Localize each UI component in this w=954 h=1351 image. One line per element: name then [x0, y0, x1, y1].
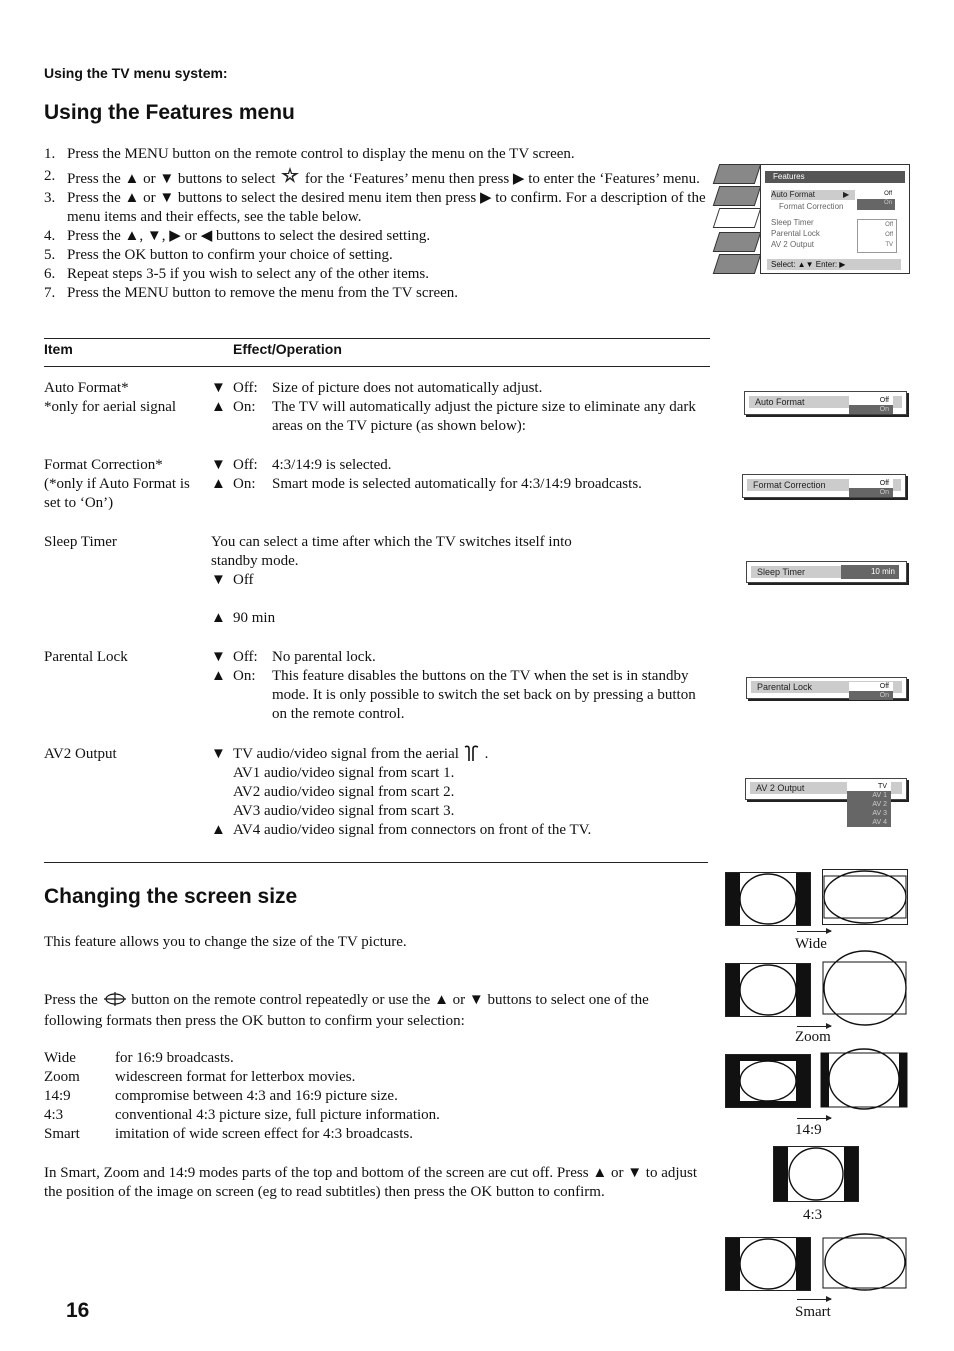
table-header-rule [44, 366, 710, 367]
col-effect: Effect/Operation [233, 341, 342, 357]
mini-menu-parental-lock: Parental Lock Off On [746, 677, 907, 699]
effect-auto-format: ▼ Off: Size of picture does not automatically adjust. ▲ On: The TV will automatically adjust the picture size to eliminate any dark areas on the TV picture (as shown below): [211, 380, 696, 434]
figure-label-zoom: Zoom [795, 1029, 831, 1045]
mini-menu-av2-output: AV 2 Output TV AV 1 AV 2 AV 3 AV 4 [745, 778, 907, 800]
mini-menu-sleep-timer: Sleep Timer 10 min [746, 561, 907, 583]
format-row-4-3: 4:3 conventional 4:3 picture size, full picture information. [44, 1107, 440, 1123]
item-auto-format: Auto Format* *only for aerial signal [44, 380, 177, 415]
features-panel [760, 164, 910, 274]
auto-format-options: Off On [857, 190, 895, 210]
item-parental-lock: Parental Lock [44, 649, 128, 665]
step-item: 7. Press the MENU button to remove the menu from the TV screen. [44, 285, 459, 301]
step-item: 1. Press the MENU button on the remote control to display the menu on the TV screen. [44, 146, 575, 162]
mini-menu-format-correction: Format Correction Off On [742, 474, 906, 498]
effect-av2-output: ▼ TV audio/video signal from the aerial . AV1 audio/video signal from scart 1. AV2 audio/video signal from scart 2. AV3 audio/video signal from scart 3. ▲ AV4 audio/video signal from connectors on front of the TV. [211, 746, 592, 838]
format-row-14-9: 14:9 compromise between 4:3 and 16:9 picture size. [44, 1088, 398, 1104]
menu-item-av2-output: AV 2 Output [771, 240, 814, 249]
features-menu-illustration [716, 162, 910, 274]
press-paragraph: Press the button on the remote control repeatedly or use the ▲ or ▼ buttons to select one of the following formats then press the OK button to confirm your selection: [44, 992, 649, 1029]
effect-sleep-timer: You can select a time after which the TV switches itself into standby mode. ▼ Off ▲ 90 min [211, 534, 572, 626]
page-number: 16 [66, 1299, 90, 1322]
section-label: Using the TV menu system: [44, 65, 228, 81]
menu-item-auto-format: Auto Format [771, 190, 855, 200]
screen-format-button-icon [102, 992, 128, 1012]
wide-after-figure [822, 869, 908, 925]
mini-menu-auto-format: Auto Format Off On [744, 391, 907, 415]
features-footer: Select: ▲▼ Enter: ▶ [767, 259, 901, 270]
features-menu-icon [713, 208, 761, 228]
figure-label-14-9: 14:9 [795, 1122, 822, 1138]
features-values: Off Off TV [857, 219, 897, 253]
table-bottom-rule [44, 862, 708, 863]
table-top-rule [44, 338, 710, 339]
title-features: Using the Features menu [44, 101, 295, 124]
step-item: 6. Repeat steps 3-5 if you wish to select any of the other items. [44, 266, 429, 282]
auto-format-arrow: ▶ [843, 190, 850, 199]
14-9-arrow-icon [797, 1118, 831, 1119]
col-item: Item [44, 341, 73, 357]
format-row-smart: Smart imitation of wide screen effect for 4:3 broadcasts. [44, 1126, 413, 1142]
step-item: 4. Press the ▲, ▼, ▶ or ◀ buttons to select the desired setting. [44, 228, 431, 244]
figure-label-4-3: 4:3 [803, 1207, 823, 1223]
zoom-arrow-icon [797, 1026, 831, 1027]
item-sleep-timer: Sleep Timer [44, 534, 117, 550]
14-9-before-figure [725, 1054, 811, 1108]
figure-label-smart: Smart [795, 1304, 831, 1320]
formats-list [44, 1049, 704, 1144]
effect-parental-lock: ▼ Off: No parental lock. ▲ On: This feature disables the buttons on the TV when the set is in standby mode. It is only possible to switch the set back on by pressing a button on the remote control. [211, 649, 696, 722]
zoom-before-figure [725, 963, 811, 1017]
menu-item-format-correction: Format Correction [779, 202, 844, 211]
14-9-after-figure [819, 1047, 909, 1111]
sleep-timer-value: 10 min [841, 565, 899, 579]
format-row-zoom: Zoom widescreen format for letterbox movies. [44, 1069, 356, 1085]
features-star-icon [279, 167, 301, 189]
menu-item-parental-lock: Parental Lock [771, 229, 820, 238]
format-row-wide: Wide for 16:9 broadcasts. [44, 1050, 234, 1066]
install-menu-icon [713, 232, 761, 252]
sound-menu-icon [713, 186, 761, 206]
4-3-figure [773, 1146, 859, 1202]
menu-item-sleep-timer: Sleep Timer [771, 218, 814, 227]
smart-arrow-icon [797, 1299, 831, 1300]
screen-intro: This feature allows you to change the size of the TV picture. [44, 934, 407, 950]
title-screen-size: Changing the screen size [44, 885, 298, 908]
smart-before-figure [725, 1237, 811, 1291]
effect-format-correction: ▼ Off: 4:3/14:9 is selected. ▲ On: Smart mode is selected automatically for 4:3/14:9 broadcasts. [211, 457, 642, 492]
figure-label-wide: Wide [795, 936, 827, 952]
item-format-correction: Format Correction* (*only if Auto Format is set to ‘On’) [44, 457, 190, 511]
smart-note: In Smart, Zoom and 14:9 modes parts of the top and bottom of the screen are cut off. Press ▲ or ▼ to adjust the position of the image on screen (eg to read subtitles) then press the OK button to confirm. [44, 1165, 698, 1200]
features-header: Features [765, 171, 905, 183]
wide-arrow-icon [797, 931, 831, 932]
steps-list [44, 145, 716, 303]
wide-before-figure [725, 872, 811, 926]
step-item: 2. Press the ▲ or ▼ buttons to select for the ‘Features’ menu then press ▶ to enter the ‘Features’ menu. [44, 168, 700, 187]
item-av2-output: AV2 Output [44, 746, 117, 762]
zoom-after-figure [822, 950, 908, 1030]
smart-after-figure [822, 1232, 908, 1292]
picture-menu-icon [713, 164, 761, 184]
step-item: 5. Press the OK button to confirm your choice of setting. [44, 247, 393, 263]
step-item: 3. Press the ▲ or ▼ buttons to select the desired menu item then press ▶ to confirm. For a description of the menu items and their effects, see the table below. [44, 190, 706, 225]
setup-menu-icon [713, 254, 761, 274]
